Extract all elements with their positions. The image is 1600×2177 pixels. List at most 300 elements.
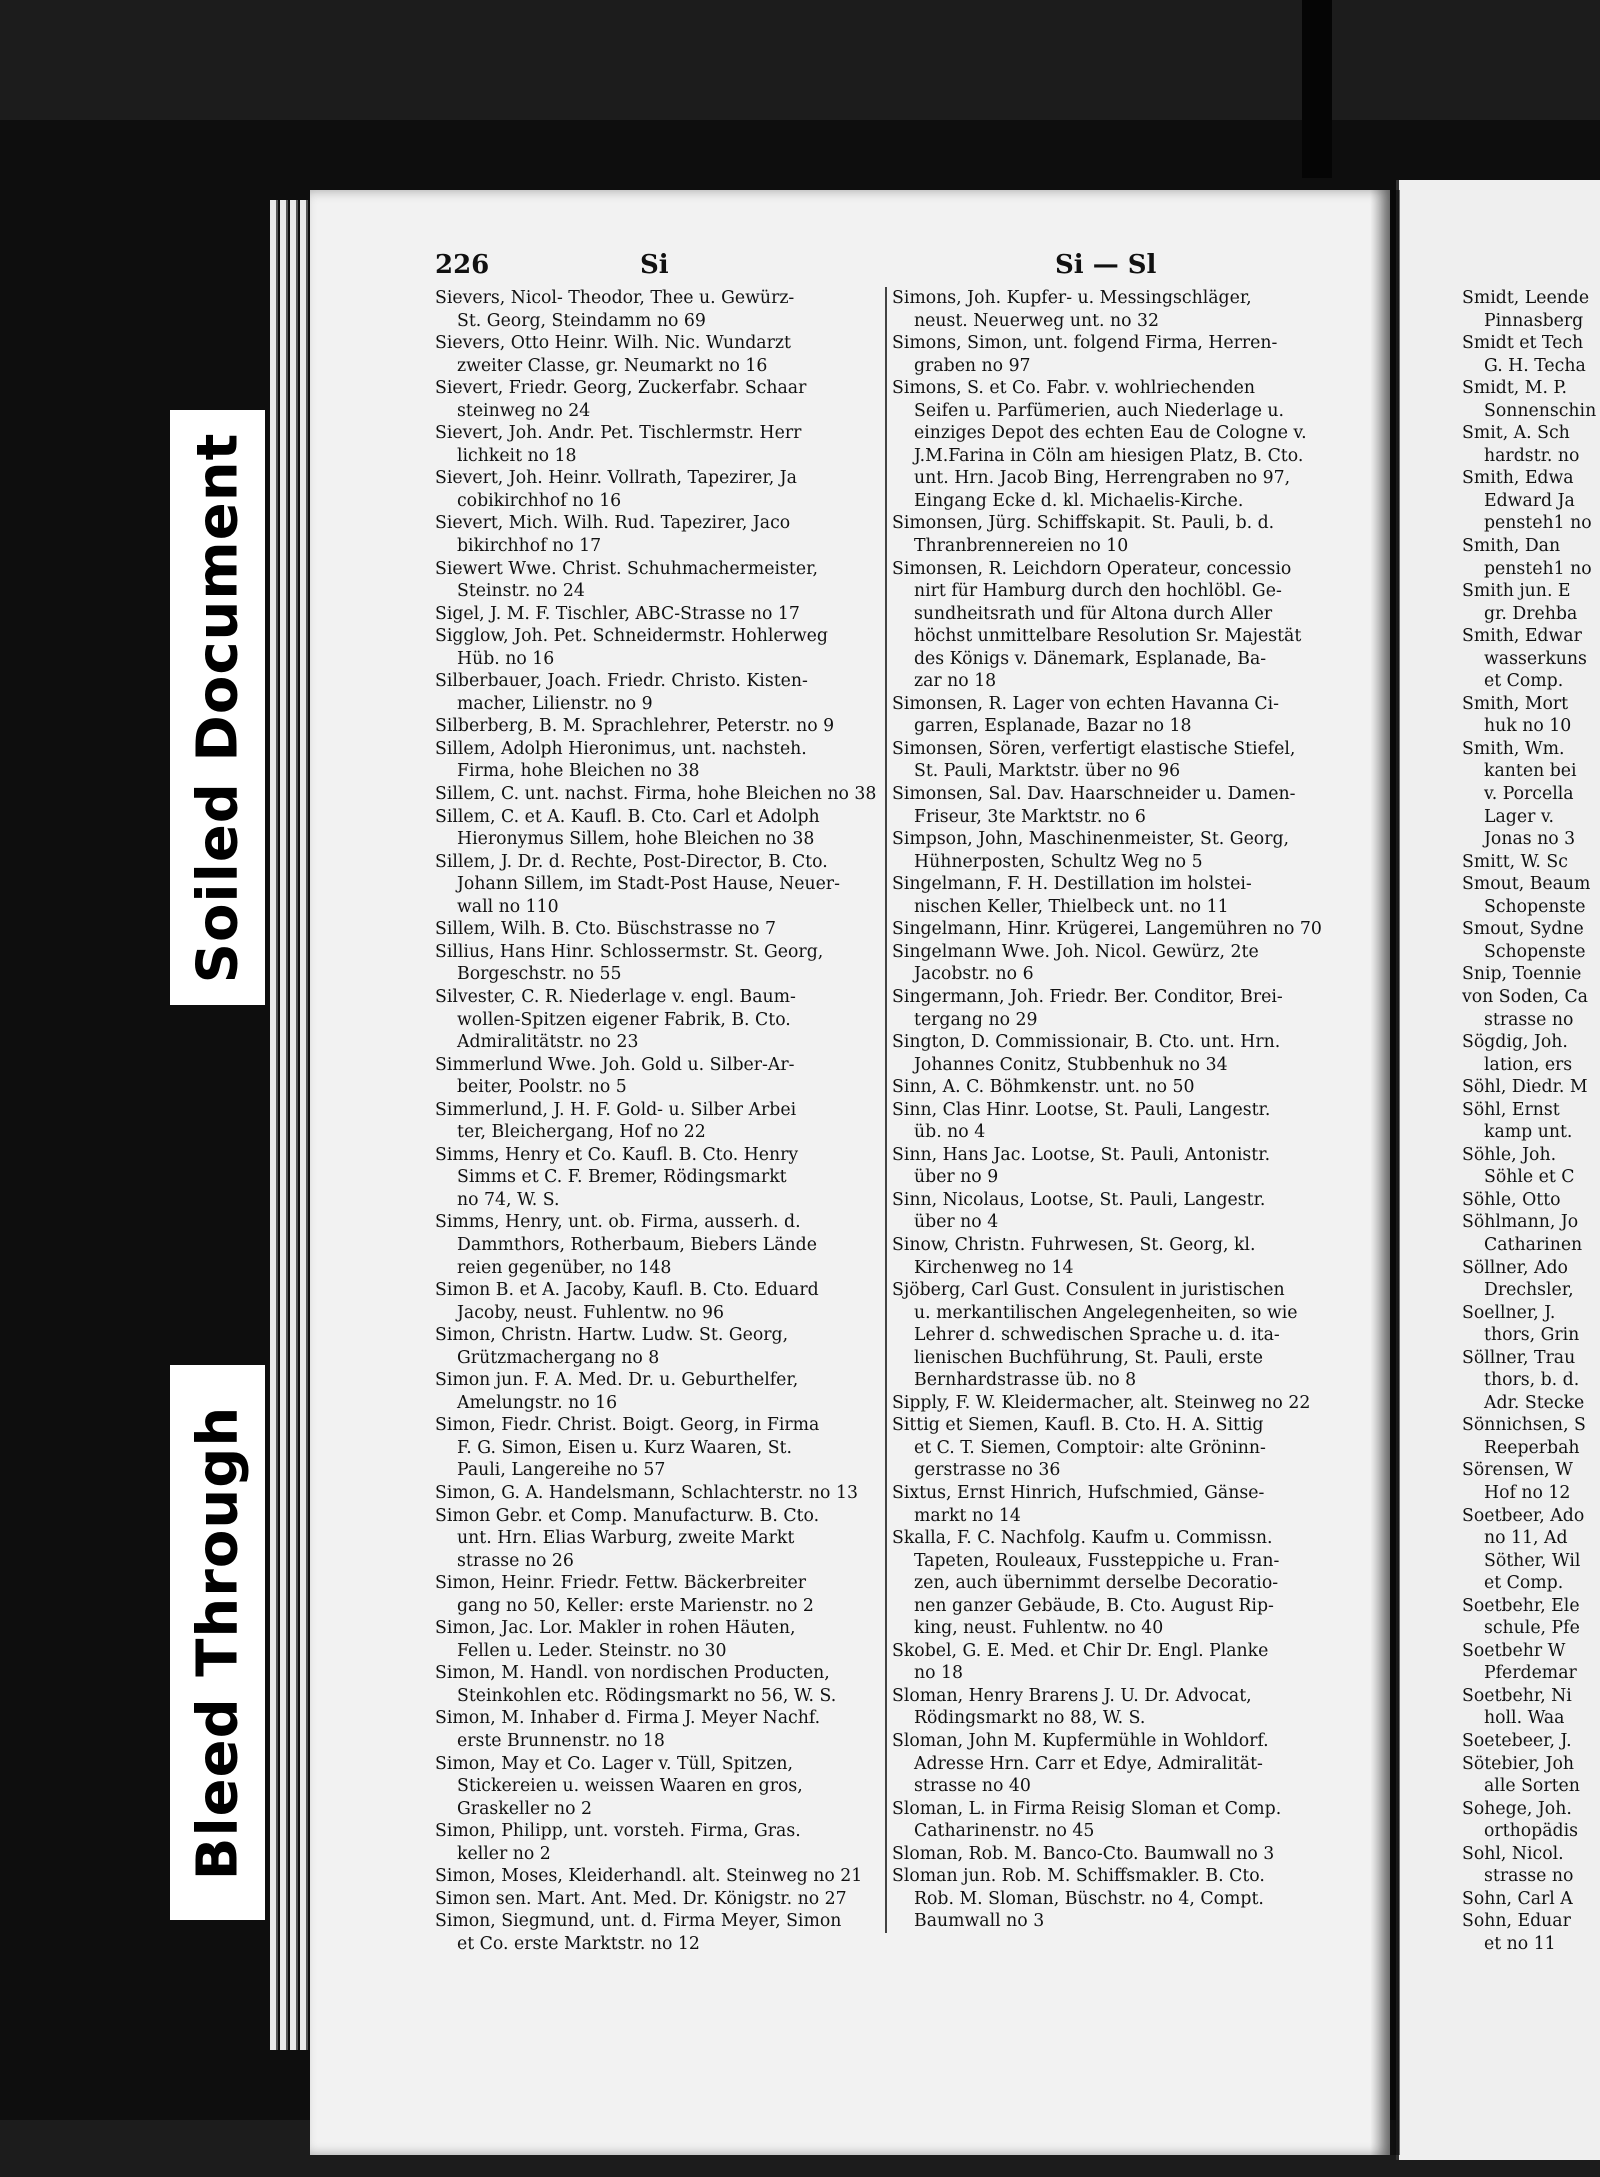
directory-entry [1462, 918, 1600, 963]
directory-entry [892, 558, 1372, 693]
entry-line: Simon, M. Handl. von nordischen Producten, [435, 1663, 830, 1684]
entry-continuation: Hieronymus Sillem, hohe Bleichen no 38 [457, 829, 815, 850]
entry-line: Soetbehr, Ni [1462, 1685, 1572, 1706]
entry-line: Sloman, John M. Kupfermühle in Wohldorf. [892, 1731, 1269, 1751]
entry-line: Söhlmann, Jo [1462, 1212, 1579, 1233]
entry-line: Sixtus, Ernst Hinrich, Hufschmied, Gänse- [892, 1482, 1265, 1503]
entry-line: Sington, D. Commissionair, B. Cto. unt. Hrn. [892, 1032, 1281, 1053]
entry-line: Söhl, Ernst [1462, 1099, 1560, 1120]
directory-entry [892, 873, 1372, 918]
directory-entry [892, 693, 1372, 738]
entry-continuation: Söther, Wil [1484, 1550, 1581, 1571]
directory-entry [435, 1414, 883, 1482]
entry-line: Smith, Edwar [1462, 626, 1582, 647]
directory-entry [892, 1392, 1372, 1415]
entry-line: Sievert, Joh. Heinr. Vollrath, Tapezirer, Ja [435, 468, 797, 489]
directory-entry [435, 377, 883, 422]
entry-continuation: garren, Esplanade, Bazar no 18 [914, 716, 1192, 737]
entry-line: Snip, Toennie [1462, 964, 1582, 985]
directory-entry [435, 670, 883, 715]
entry-line: Smitt, W. Sc [1462, 851, 1568, 872]
entry-line: Smith jun. E [1462, 581, 1571, 602]
entry-line: Simon jun. F. A. Med. Dr. u. Geburthelfer, [435, 1370, 799, 1391]
directory-entry [435, 986, 883, 1054]
entry-continuation: Sonnenschin [1484, 400, 1597, 421]
entry-continuation: king, neust. Fuhlentw. no 40 [914, 1618, 1164, 1639]
entry-continuation: hardstr. no [1484, 445, 1580, 466]
entry-continuation: Graskeller no 2 [457, 1798, 592, 1819]
entry-continuation: reien gegenüber, no 148 [457, 1257, 672, 1278]
directory-entry [1462, 873, 1600, 918]
entry-continuation: Schopenste [1484, 896, 1586, 917]
entry-continuation: Firma, hohe Bleichen no 38 [457, 761, 700, 782]
entry-line: Sönnichsen, S [1462, 1415, 1586, 1436]
entry-continuation: Lager v. [1484, 806, 1555, 827]
entry-line: Simons, Joh. Kupfer- u. Messingschläger, [892, 288, 1252, 308]
entry-continuation: Pferdemar [1484, 1663, 1577, 1684]
entry-line: Sigel, J. M. F. Tischler, ABC-Strasse no 17 [435, 603, 800, 624]
entry-continuation: cobikirchhof no 16 [457, 490, 622, 511]
directory-entry [435, 1707, 883, 1752]
entry-line: Simmerlund Wwe. Joh. Gold u. Silber-Ar- [435, 1054, 795, 1075]
directory-entry [1462, 1211, 1600, 1256]
entry-line: Smidt, M. P. [1462, 378, 1568, 399]
entry-line: von Soden, Ca [1462, 986, 1588, 1007]
entry-continuation: no 11, Ad [1484, 1528, 1568, 1549]
directory-entry [1462, 1595, 1600, 1640]
directory-entry [1462, 1685, 1600, 1730]
directory-entry [1462, 625, 1600, 693]
entry-continuation: Kirchenweg no 14 [914, 1257, 1074, 1278]
directory-entry [435, 715, 883, 738]
entry-continuation: wollen-Spitzen eigener Fabrik, B. Cto. [457, 1009, 791, 1030]
directory-entry [1462, 1257, 1600, 1302]
directory-entry [1462, 1189, 1600, 1212]
entry-line: Söhle, Otto [1462, 1189, 1561, 1210]
directory-entry [435, 332, 883, 377]
entry-continuation: Adr. Stecke [1484, 1392, 1585, 1413]
entry-line: Sillem, C. unt. nachst. Firma, hohe Bleichen no 38 [435, 784, 877, 805]
directory-entry [435, 851, 883, 919]
entry-continuation: u. merkantilischen Angelegenheiten, so wie [914, 1302, 1298, 1323]
entry-continuation: Jacoby, neust. Fuhlentw. no 96 [457, 1302, 724, 1323]
entry-continuation: Jacobstr. no 6 [914, 964, 1034, 985]
entry-line: Soetbeer, Ado [1462, 1505, 1585, 1526]
directory-entry [892, 783, 1372, 828]
entry-line: Sohege, Joh. [1462, 1798, 1572, 1819]
entry-continuation: Hof no 12 [1484, 1482, 1571, 1503]
directory-entry [1462, 332, 1600, 377]
entry-continuation: über no 9 [914, 1167, 999, 1188]
entry-continuation: nischen Keller, Thielbeck unt. no 11 [914, 896, 1229, 917]
entry-continuation: Borgeschstr. no 55 [457, 964, 622, 985]
entry-continuation: Eingang Ecke d. kl. Michaelis-Kirche. [914, 490, 1244, 511]
directory-entry [892, 1685, 1372, 1730]
directory-entry [892, 1234, 1372, 1279]
entry-line: Simon, Christn. Hartw. Ludw. St. Georg, [435, 1325, 789, 1346]
directory-entry [435, 1211, 883, 1279]
entry-line: Sievert, Mich. Wilh. Rud. Tapezirer, Jaco [435, 513, 791, 534]
entry-line: Sinn, Nicolaus, Lootse, St. Pauli, Langestr. [892, 1189, 1266, 1210]
entry-line: Söhle, Joh. [1462, 1144, 1557, 1165]
entry-continuation: Fellen u. Leder. Steinstr. no 30 [457, 1640, 727, 1661]
directory-column-middle [885, 287, 1372, 1933]
entry-line: Smith, Wm. [1462, 738, 1565, 759]
entry-continuation: J.M.Farina in Cöln am hiesigen Platz, B. Cto. [914, 445, 1304, 466]
entry-continuation: kanten bei [1484, 761, 1577, 782]
entry-continuation: unt. Hrn. Jacob Bing, Herrengraben no 97, [914, 468, 1291, 489]
directory-entry [435, 738, 883, 783]
entry-line: Simms, Henry, unt. ob. Firma, ausserh. d. [435, 1212, 801, 1233]
entry-continuation: thors, Grin [1484, 1325, 1580, 1346]
entry-continuation: thors, b. d. [1484, 1370, 1580, 1391]
directory-entry [1462, 1099, 1600, 1144]
directory-entry [435, 512, 883, 557]
directory-entry [1462, 1888, 1600, 1911]
directory-entry [1462, 1753, 1600, 1798]
directory-entry [892, 918, 1372, 941]
directory-entry [435, 1279, 883, 1324]
entry-line: Sillem, C. et A. Kaufl. B. Cto. Carl et Adolph [435, 806, 820, 827]
entry-line: Silvester, C. R. Niederlage v. engl. Baum- [435, 986, 796, 1007]
directory-entry [892, 1144, 1372, 1189]
entry-continuation: Stickereien u. weissen Waaren en gros, [457, 1776, 803, 1797]
entry-continuation: wall no 110 [457, 896, 559, 917]
entry-continuation: Söhle et C [1484, 1167, 1575, 1188]
entry-continuation: macher, Lilienstr. no 9 [457, 693, 653, 714]
directory-entry [892, 377, 1372, 512]
entry-line: Simonsen, Sal. Dav. Haarschneider u. Damen- [892, 784, 1296, 805]
entry-line: Singelmann, Hinr. Krügerei, Langemühren no 70 [892, 919, 1322, 940]
directory-entry [1462, 1031, 1600, 1076]
directory-entry [1462, 535, 1600, 580]
directory-entry [892, 1843, 1372, 1866]
directory-entry [1462, 1910, 1600, 1955]
directory-entry [892, 828, 1372, 873]
entry-continuation: graben no 97 [914, 355, 1031, 376]
directory-entry [1462, 467, 1600, 535]
directory-entry [435, 1617, 883, 1662]
soiled-document-tag [170, 410, 265, 1005]
entry-continuation: über no 4 [914, 1212, 999, 1233]
entry-line: Sinn, Hans Jac. Lootse, St. Pauli, Antonistr. [892, 1144, 1271, 1165]
directory-entry [1462, 693, 1600, 738]
entry-continuation: nirt für Hamburg durch den hochlöbl. Ge- [914, 581, 1282, 602]
entry-line: Sloman, Henry Brarens J. U. Dr. Advocat, [892, 1685, 1252, 1706]
directory-entry [435, 918, 883, 941]
entry-line: Simms, Henry et Co. Kaufl. B. Cto. Henry [435, 1144, 799, 1165]
entry-line: Sillem, J. Dr. d. Rechte, Post-Director, B. Cto. [435, 851, 828, 872]
entry-line: Simon, M. Inhaber d. Firma J. Meyer Nachf. [435, 1708, 821, 1729]
directory-entry [1462, 1730, 1600, 1753]
entry-line: Soetbehr, Ele [1462, 1595, 1580, 1616]
directory-entry [435, 1099, 883, 1144]
directory-entry [435, 558, 883, 603]
entry-continuation: neust. Neuerweg unt. no 32 [914, 310, 1160, 331]
entry-continuation: et Comp. [1484, 671, 1564, 692]
entry-continuation: Rödingsmarkt no 88, W. S. [914, 1708, 1146, 1729]
entry-line: Sinn, A. C. Böhmkenstr. unt. no 50 [892, 1077, 1195, 1098]
entry-continuation: erste Brunnenstr. no 18 [457, 1731, 665, 1751]
entry-line: Sipply, F. W. Kleidermacher, alt. Steinweg no 22 [892, 1392, 1311, 1413]
directory-entry [892, 738, 1372, 783]
entry-continuation: pensteh1 no [1484, 558, 1592, 579]
entry-line: Smith, Mort [1462, 693, 1569, 714]
entry-line: Smit, A. Sch [1462, 423, 1570, 444]
entry-continuation: F. G. Simon, Eisen u. Kurz Waaren, St. [457, 1437, 792, 1458]
entry-line: Singelmann, F. H. Destillation im holstei- [892, 874, 1252, 895]
page-stack-edges [270, 200, 310, 2050]
entry-line: Simon, Siegmund, unt. d. Firma Meyer, Simon [435, 1911, 842, 1932]
entry-continuation: Hüb. no 16 [457, 648, 555, 669]
directory-entry [892, 1279, 1372, 1392]
directory-entry [1462, 851, 1600, 874]
directory-entry [892, 1189, 1372, 1234]
entry-continuation: Friseur, 3te Marktstr. no 6 [914, 806, 1146, 827]
directory-entry [435, 1888, 883, 1911]
entry-line: Soellner, J. [1462, 1302, 1556, 1323]
entry-continuation: Catharinen [1484, 1234, 1583, 1255]
entry-line: Soetbehr W [1462, 1640, 1566, 1661]
directory-entry [435, 1910, 883, 1955]
directory-entry [435, 1482, 883, 1505]
directory-entry [1462, 422, 1600, 467]
entry-line: Simon, May et Co. Lager v. Tüll, Spitzen, [435, 1753, 794, 1774]
entry-line: Sörensen, W [1462, 1460, 1573, 1481]
entry-line: Smith, Dan [1462, 536, 1561, 557]
directory-entry [892, 1076, 1372, 1099]
directory-entry [1462, 1843, 1600, 1888]
entry-line: Sötebier, Joh [1462, 1753, 1575, 1774]
entry-line: Silberbauer, Joach. Friedr. Christo. Kisten- [435, 671, 808, 692]
entry-continuation: strasse no [1484, 1009, 1574, 1030]
entry-continuation: Rob. M. Sloman, Büschstr. no 4, Compt. [914, 1888, 1264, 1909]
entry-line: Sievers, Nicol- Theodor, Thee u. Gewürz- [435, 288, 795, 308]
entry-continuation: Grützmachergang no 8 [457, 1347, 660, 1368]
directory-entry [435, 1820, 883, 1865]
directory-entry [435, 1324, 883, 1369]
entry-line: Simon, G. A. Handelsmann, Schlachterstr. no 13 [435, 1482, 858, 1503]
entry-line: Simon sen. Mart. Ant. Med. Dr. Königstr. no 27 [435, 1888, 847, 1909]
entry-continuation: beiter, Poolstr. no 5 [457, 1077, 627, 1098]
entry-continuation: üb. no 4 [914, 1122, 986, 1143]
entry-continuation: strasse no [1484, 1866, 1574, 1887]
entry-continuation: steinweg no 24 [457, 400, 591, 421]
directory-entry [1462, 1798, 1600, 1843]
entry-continuation: zen, auch übernimmt derselbe Decoratio- [914, 1573, 1279, 1594]
entry-line: Sigglow, Joh. Pet. Schneidermstr. Hohlerweg [435, 626, 828, 647]
directory-entry [435, 1144, 883, 1212]
entry-continuation: sundheitsrath und für Altona durch Aller [914, 603, 1273, 624]
entry-line: Söllner, Trau [1462, 1347, 1576, 1368]
entry-line: Simon, Fiedr. Christ. Boigt. Georg, in Firma [435, 1415, 820, 1436]
entry-continuation: keller no 2 [457, 1843, 551, 1864]
entry-continuation: Edward Ja [1484, 490, 1575, 511]
entry-continuation: zweiter Classe, gr. Neumarkt no 16 [457, 355, 768, 376]
entry-continuation: Reeperbah [1484, 1437, 1580, 1458]
entry-continuation: Thranbrennereien no 10 [914, 536, 1129, 557]
directory-entry [1462, 377, 1600, 422]
directory-entry [892, 1031, 1372, 1076]
entry-line: Simon, Jac. Lor. Makler in rohen Häuten, [435, 1618, 796, 1639]
entry-line: Skalla, F. C. Nachfolg. Kaufm u. Commissn. [892, 1528, 1273, 1549]
page-number: 226 [435, 250, 490, 280]
entry-continuation: et no 11 [1484, 1933, 1556, 1954]
entry-line: Sinow, Christn. Fuhrwesen, St. Georg, kl. [892, 1234, 1256, 1255]
entry-continuation: Hühnerposten, Schultz Weg no 5 [914, 851, 1203, 872]
directory-entry [435, 1369, 883, 1414]
entry-line: Smout, Sydne [1462, 919, 1584, 940]
entry-continuation: orthopädis [1484, 1821, 1578, 1842]
entry-continuation: Pauli, Langereihe no 57 [457, 1460, 666, 1481]
directory-entry [435, 783, 883, 806]
directory-entry [1462, 738, 1600, 851]
entry-continuation: kamp unt. [1484, 1122, 1573, 1143]
entry-line: Sievert, Friedr. Georg, Zuckerfabr. Schaar [435, 378, 807, 399]
entry-continuation: gr. Drehba [1484, 603, 1578, 624]
entry-continuation: v. Porcella [1484, 784, 1574, 805]
entry-continuation: schule, Pfe [1484, 1618, 1580, 1639]
entry-line: Simonsen, R. Leichdorn Operateur, concessio [892, 558, 1292, 579]
entry-continuation: lienischen Buchführung, St. Pauli, erste [914, 1347, 1263, 1368]
entry-continuation: Simms et C. F. Bremer, Rödingsmarkt [457, 1167, 787, 1188]
entry-line: Smout, Beaum [1462, 874, 1591, 895]
directory-entry [892, 512, 1372, 557]
directory-entry [435, 625, 883, 670]
entry-continuation: unt. Hrn. Elias Warburg, zweite Markt [457, 1528, 795, 1549]
entry-continuation: pensteh1 no [1484, 513, 1592, 534]
entry-line: Sloman, Rob. M. Banco-Cto. Baumwall no 3 [892, 1843, 1275, 1864]
entry-continuation: Drechsler, [1484, 1280, 1574, 1301]
directory-entry [892, 1798, 1372, 1843]
entry-line: Simon, Philipp, unt. vorsteh. Firma, Gras. [435, 1821, 801, 1842]
directory-entry [892, 1099, 1372, 1144]
entry-line: Skobel, G. E. Med. et Chir Dr. Engl. Planke [892, 1640, 1269, 1661]
entry-line: Singelmann Wwe. Joh. Nicol. Gewürz, 2te [892, 941, 1259, 962]
directory-entry [435, 1662, 883, 1707]
entry-continuation: Johann Sillem, im Stadt-Post Hause, Neuer- [457, 874, 840, 895]
entry-continuation: des Königs v. Dänemark, Esplanade, Ba- [914, 648, 1267, 669]
directory-entry [892, 1414, 1372, 1482]
entry-line: Silberberg, B. M. Sprachlehrer, Peterstr. no 9 [435, 716, 835, 737]
entry-continuation: tergang no 29 [914, 1009, 1038, 1030]
directory-entry [1462, 287, 1600, 332]
directory-entry [1462, 1347, 1600, 1415]
directory-entry [435, 1505, 883, 1573]
directory-entry [435, 1054, 883, 1099]
directory-entry [892, 1730, 1372, 1798]
bookmark-ribbon [1302, 0, 1332, 178]
directory-entry [892, 332, 1372, 377]
entry-continuation: Jonas no 3 [1484, 829, 1576, 850]
entry-line: Sohn, Carl A [1462, 1888, 1573, 1909]
entry-continuation: et C. T. Siemen, Comptoir: alte Gröninn- [914, 1437, 1266, 1458]
bleed-through-label: Bleed Through [185, 1405, 250, 1880]
entry-line: Sohn, Eduar [1462, 1911, 1571, 1932]
entry-line: Sittig et Siemen, Kaufl. B. Cto. H. A. Sittig [892, 1415, 1264, 1436]
entry-line: Simon, Heinr. Friedr. Fettw. Bäckerbreiter [435, 1573, 807, 1594]
entry-continuation: Bernhardstrasse üb. no 8 [914, 1370, 1137, 1391]
entry-continuation: strasse no 26 [457, 1550, 574, 1571]
directory-entry [1462, 1459, 1600, 1504]
directory-entry [435, 941, 883, 986]
directory-entry [435, 467, 883, 512]
entry-line: Simon Gebr. et Comp. Manufacturw. B. Cto. [435, 1505, 820, 1526]
entry-continuation: wasserkuns [1484, 648, 1587, 669]
entry-continuation: Johannes Conitz, Stubbenhuk no 34 [914, 1054, 1228, 1075]
directory-entry [1462, 986, 1600, 1031]
entry-line: Sjöberg, Carl Gust. Consulent in juristischen [892, 1280, 1285, 1301]
entry-continuation: huk no 10 [1484, 716, 1572, 737]
directory-entry [892, 941, 1372, 986]
entry-continuation: nen ganzer Gebäude, B. Cto. August Rip- [914, 1595, 1274, 1616]
entry-line: Singermann, Joh. Friedr. Ber. Conditor, Brei- [892, 986, 1283, 1007]
entry-line: Simonsen, Jürg. Schiffskapit. St. Pauli, b. d. [892, 513, 1275, 534]
directory-entry [435, 1865, 883, 1888]
entry-continuation: Seifen u. Parfümerien, auch Niederlage u. [914, 400, 1285, 421]
entry-continuation: Pinnasberg [1484, 310, 1584, 331]
entry-line: Simon, Moses, Kleiderhandl. alt. Steinweg no 21 [435, 1866, 863, 1887]
entry-line: Sohl, Nicol. [1462, 1843, 1564, 1864]
entry-continuation: lation, ers [1484, 1054, 1573, 1075]
entry-continuation: gerstrasse no 36 [914, 1460, 1061, 1481]
entry-continuation: St. Georg, Steindamm no 69 [457, 310, 706, 331]
directory-entry [435, 422, 883, 467]
entry-line: Simonsen, Sören, verfertigt elastische Stiefel, [892, 738, 1296, 759]
entry-line: Smith, Edwa [1462, 468, 1574, 489]
directory-entry [435, 806, 883, 851]
entry-line: Sloman, L. in Firma Reisig Sloman et Comp. [892, 1798, 1282, 1819]
entry-line: Simons, S. et Co. Fabr. v. wohlriechenden [892, 378, 1256, 399]
directory-entry [1462, 1505, 1600, 1595]
entry-continuation: Tapeten, Rouleaux, Fussteppiche u. Fran- [914, 1550, 1280, 1571]
entry-continuation: Amelungstr. no 16 [457, 1392, 618, 1413]
entry-continuation: ter, Bleichergang, Hof no 22 [457, 1122, 706, 1143]
running-head-right: Si — Sl [1055, 250, 1157, 280]
entry-continuation: no 74, W. S. [457, 1189, 560, 1210]
entry-continuation: strasse no 40 [914, 1776, 1031, 1797]
directory-entry [1462, 1144, 1600, 1189]
directory-entry [1462, 1076, 1600, 1099]
entry-line: Söllner, Ado [1462, 1257, 1568, 1278]
entry-continuation: St. Pauli, Marktstr. über no 96 [914, 761, 1181, 782]
entry-continuation: Dammthors, Rotherbaum, Biebers Lände [457, 1234, 817, 1255]
entry-line: Sinn, Clas Hinr. Lootse, St. Pauli, Langestr. [892, 1099, 1271, 1120]
entry-line: Sögdig, Joh. [1462, 1032, 1568, 1053]
directory-entry [1462, 580, 1600, 625]
entry-continuation: lichkeit no 18 [457, 445, 577, 466]
entry-continuation: markt no 14 [914, 1505, 1021, 1526]
soiled-document-label: Soiled Document [185, 432, 250, 983]
entry-continuation: alle Sorten [1484, 1776, 1580, 1797]
directory-column-right [1462, 287, 1600, 1955]
entry-line: Simon B. et A. Jacoby, Kaufl. B. Cto. Eduard [435, 1280, 819, 1301]
entry-continuation: et Comp. [1484, 1573, 1564, 1594]
directory-entry [892, 1865, 1372, 1933]
spine-shadow [1370, 190, 1400, 2155]
entry-continuation: Admiralitätstr. no 23 [457, 1032, 639, 1053]
entry-line: Simmerlund, J. H. F. Gold- u. Silber Arbei [435, 1099, 797, 1120]
entry-continuation: zar no 18 [914, 671, 997, 692]
directory-entry [892, 1527, 1372, 1640]
entry-continuation: gang no 50, Keller: erste Marienstr. no 2 [457, 1595, 814, 1616]
entry-line: Sillem, Wilh. B. Cto. Büschstrasse no 7 [435, 919, 776, 940]
entry-line: Sievers, Otto Heinr. Wilh. Nic. Wundarzt [435, 333, 791, 354]
entry-continuation: holl. Waa [1484, 1708, 1565, 1729]
directory-entry [435, 1572, 883, 1617]
entry-line: Sillius, Hans Hinr. Schlossermstr. St. Georg, [435, 941, 824, 962]
entry-line: Smidt, Leende [1462, 288, 1590, 308]
